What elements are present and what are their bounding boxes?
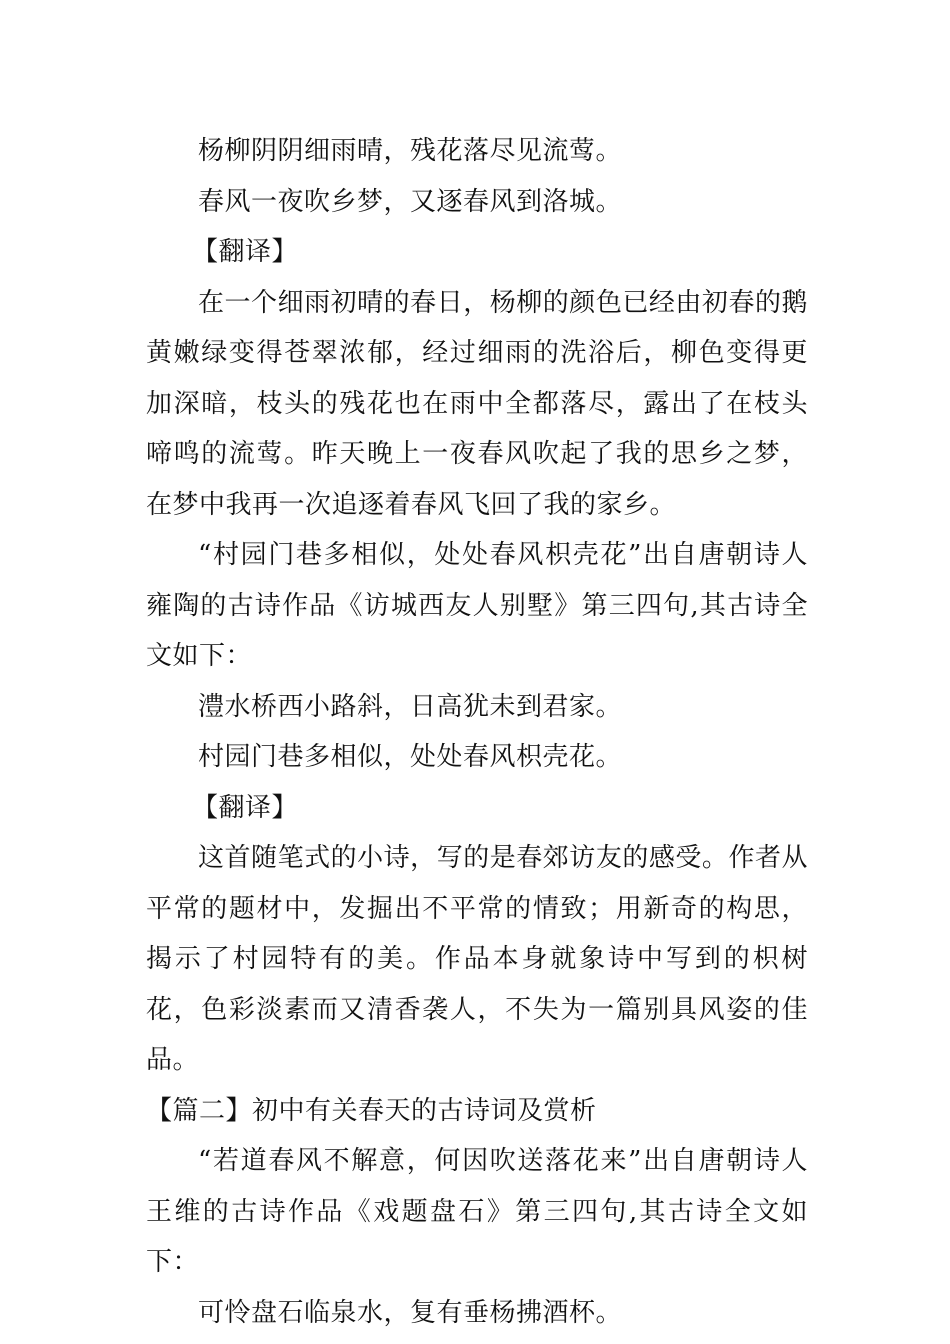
document-body	[146, 126, 808, 1338]
poem-line: 澧水桥西小路斜，日高犹未到君家。	[198, 691, 623, 722]
poem-line: 村园门巷多相似，处处春风枳壳花。	[198, 742, 623, 772]
poem-line: 杨柳阴阴细雨晴，残花落尽见流莺。	[198, 136, 623, 166]
translation-heading: 【翻译】	[192, 792, 299, 823]
section-heading: 【篇二】初中有关春天的古诗词及赏析	[146, 1095, 597, 1126]
poem-intro-paragraph: “若道春风不解意，何因吹送落花来”出自唐朝诗人王维的古诗作品《戏题盘石》第三四句,其古诗全文如下：	[146, 1146, 808, 1277]
translation-paragraph: 这首随笔式的小诗，写的是春郊访友的感受。作者从平常的题材中，发掘出不平常的情致；用新奇的构思，揭示了村园特有的美。作品本身就象诗中写到的枳树花，色彩淡素而又清香袭人，不失为一篇别具风姿的佳品。	[146, 843, 808, 1075]
poem-intro-paragraph: “村园门巷多相似，处处春风枳壳花”出自唐朝诗人雍陶的古诗作品《访城西友人别墅》第三四句,其古诗全文如下：	[146, 540, 808, 671]
poem-line: 可怜盘石临泉水，复有垂杨拂酒杯。	[198, 1297, 623, 1328]
translation-paragraph: 在一个细雨初晴的春日，杨柳的颜色已经由初春的鹅黄嫩绿变得苍翠浓郁，经过细雨的洗浴后，柳色变得更加深暗，枝头的残花也在雨中全都落尽，露出了在枝头啼鸣的流莺。昨天晚上一夜春风吹起了我的思乡之梦，在梦中我再一次追逐着春风飞回了我的家乡。	[146, 287, 808, 520]
poem-line: 春风一夜吹乡梦，又逐春风到洛城。	[198, 186, 623, 217]
translation-heading: 【翻译】	[192, 237, 299, 267]
